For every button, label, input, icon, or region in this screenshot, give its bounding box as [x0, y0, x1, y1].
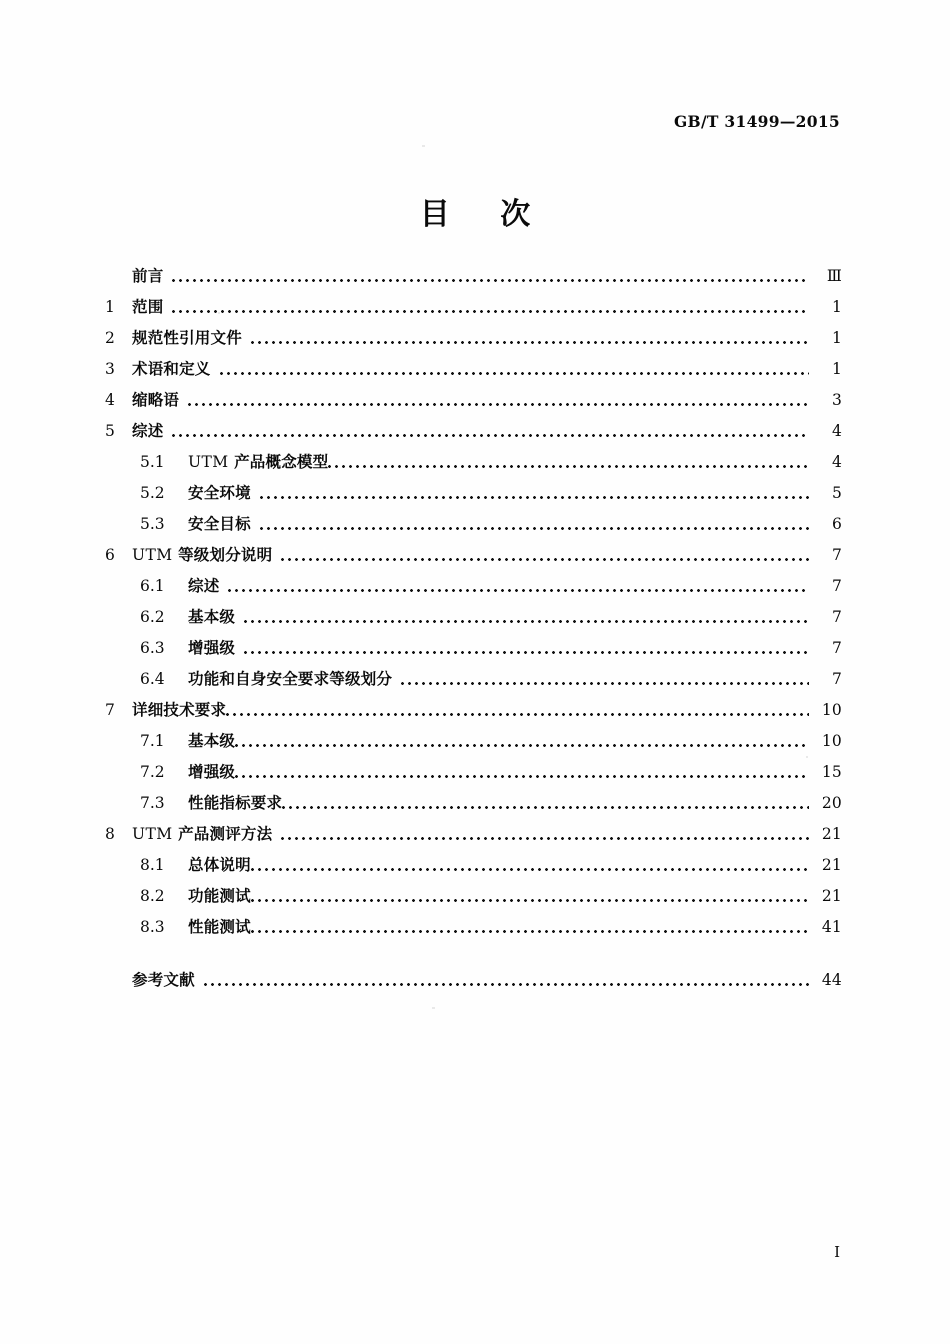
- toc-entry-label: 范围: [132, 298, 164, 316]
- toc-entry-label: 基本级: [188, 608, 236, 626]
- toc-entry[interactable]: [105, 481, 842, 512]
- toc-dot-leader: [172, 427, 809, 442]
- toc-entry-number: 7.1: [140, 732, 165, 750]
- toc-entry-number: 8: [105, 825, 115, 843]
- toc-entry-page-number: Ⅲ: [826, 267, 842, 285]
- toc-entry-label: 综述: [188, 577, 220, 595]
- toc-dot-leader: [235, 768, 809, 783]
- toc-entry-page-number: 20: [821, 794, 842, 812]
- toc-entry-page-number: 1: [831, 298, 842, 316]
- toc-entry[interactable]: [105, 915, 842, 946]
- toc-entry-page-number: 4: [831, 422, 842, 440]
- toc-entry-label-latin: UTM: [132, 825, 173, 843]
- toc-dot-leader: [251, 892, 809, 907]
- toc-entry-number: 2: [105, 329, 115, 347]
- toc-entry[interactable]: [105, 326, 842, 357]
- toc-entry[interactable]: [105, 968, 842, 999]
- toc-dot-leader: [244, 613, 809, 628]
- toc-dot-leader: [328, 458, 809, 473]
- toc-entry-label: [188, 450, 328, 472]
- toc-dot-leader: [204, 976, 809, 991]
- toc-entry-page-number: 7: [831, 670, 842, 688]
- toc-dot-leader: [260, 520, 809, 535]
- toc-entry-label: 安全环境: [188, 484, 251, 502]
- toc-entry[interactable]: [105, 450, 842, 481]
- toc-entry[interactable]: [105, 884, 842, 915]
- toc-entry-label: [132, 822, 272, 844]
- scan-artifact: [432, 1007, 435, 1009]
- toc-entry-page-number: 44: [821, 971, 842, 989]
- toc-dot-leader: [401, 675, 809, 690]
- toc-entry[interactable]: [105, 295, 842, 326]
- toc-entry-page-number: 10: [821, 701, 842, 719]
- toc-entry-page-number: 4: [831, 453, 842, 471]
- toc-entry-number: 7.3: [140, 794, 165, 812]
- toc-dot-leader: [228, 582, 809, 597]
- toc-entry-number: 6.2: [140, 608, 165, 626]
- toc-dot-leader: [251, 861, 809, 876]
- toc-entry-number: 7: [105, 701, 115, 719]
- toc-entry[interactable]: [105, 574, 842, 605]
- toc-entry-page-number: 1: [831, 329, 842, 347]
- toc-entry-page-number: 7: [831, 639, 842, 657]
- toc-entry-label: 增强级: [188, 639, 236, 657]
- toc-entry-label: 总体说明: [188, 856, 251, 874]
- toc-entry-number: 8.3: [140, 918, 165, 936]
- toc-entry-number: 3: [105, 360, 115, 378]
- toc-dot-leader: [188, 396, 809, 411]
- toc-entry[interactable]: [105, 853, 842, 884]
- toc-dot-leader: [281, 830, 809, 845]
- toc-entry-page-number: 21: [821, 825, 842, 843]
- toc-entry-label: 性能指标要求: [188, 794, 283, 812]
- toc-entry-number: 6.4: [140, 670, 165, 688]
- toc-dot-leader: [251, 334, 809, 349]
- page-folio: I: [834, 1243, 840, 1261]
- toc-entry-number: 8.2: [140, 887, 165, 905]
- toc-entry-label-latin: UTM: [132, 546, 173, 564]
- toc-entry-label: 参考文献: [132, 971, 195, 989]
- toc-entry-number: 5: [105, 422, 115, 440]
- toc-entry-label: 基本级: [188, 732, 236, 750]
- toc-dot-leader: [220, 365, 809, 380]
- toc-entry[interactable]: [105, 543, 842, 574]
- toc-entry-number: 6.1: [140, 577, 165, 595]
- toc-dot-leader: [244, 644, 809, 659]
- toc-entry[interactable]: [105, 264, 842, 295]
- toc-entry[interactable]: [105, 698, 842, 729]
- toc-entry-number: 5.2: [140, 484, 165, 502]
- toc-entry-number: 5.3: [140, 515, 165, 533]
- toc-entry-label: [132, 543, 272, 565]
- toc-dot-leader: [172, 303, 809, 318]
- toc-entry[interactable]: [105, 791, 842, 822]
- toc-entry-label-cjk: 产品测评方法: [178, 825, 273, 843]
- toc-entry[interactable]: [105, 822, 842, 853]
- toc-entry-label-cjk: 等级划分说明: [178, 546, 273, 564]
- toc-dot-leader: [281, 551, 809, 566]
- toc-entry-page-number: 21: [821, 887, 842, 905]
- toc-dot-leader: [235, 737, 809, 752]
- toc-entry-page-number: 3: [831, 391, 842, 409]
- toc-entry[interactable]: [105, 667, 842, 698]
- toc-entry-page-number: 7: [831, 577, 842, 595]
- standard-number-header: GB/T 31499—2015: [674, 112, 840, 131]
- toc-entry-label: 缩略语: [132, 391, 180, 409]
- toc-entry-label: 功能和自身安全要求等级划分: [188, 670, 393, 688]
- toc-entry[interactable]: [105, 388, 842, 419]
- table-of-contents: [105, 264, 842, 999]
- toc-entry-label: 详细技术要求: [132, 701, 227, 719]
- toc-entry-page-number: 5: [831, 484, 842, 502]
- toc-dot-leader: [226, 706, 809, 721]
- page-title: 目 次: [419, 197, 551, 232]
- toc-entry-number: 7.2: [140, 763, 165, 781]
- toc-entry-number: 6: [105, 546, 115, 564]
- toc-entry[interactable]: [105, 760, 842, 791]
- toc-entry[interactable]: [105, 357, 842, 388]
- toc-dot-leader: [251, 923, 809, 938]
- scan-artifact: [422, 145, 425, 147]
- toc-entry-page-number: 1: [831, 360, 842, 378]
- toc-entry-page-number: 7: [831, 546, 842, 564]
- toc-entry[interactable]: [105, 605, 842, 636]
- toc-entry-label-cjk: 产品概念模型: [234, 453, 329, 471]
- toc-entry-page-number: 10: [821, 732, 842, 750]
- toc-entry-number: 5.1: [140, 453, 165, 471]
- toc-entry[interactable]: [105, 419, 842, 450]
- toc-dot-leader: [172, 272, 809, 287]
- toc-entry-label: 功能测试: [188, 887, 251, 905]
- toc-entry-number: 8.1: [140, 856, 165, 874]
- toc-dot-leader: [282, 799, 809, 814]
- toc-entry[interactable]: [105, 729, 842, 760]
- toc-entry-label: 增强级: [188, 763, 236, 781]
- toc-entry[interactable]: [105, 512, 842, 543]
- toc-entry-label: 安全目标: [188, 515, 251, 533]
- toc-entry-label: 前言: [132, 267, 164, 285]
- toc-entry-number: 1: [105, 298, 115, 316]
- toc-entry-label: 规范性引用文件: [132, 329, 242, 347]
- toc-entry-label: 性能测试: [188, 918, 251, 936]
- toc-entry-page-number: 15: [821, 763, 842, 781]
- toc-entry-label: 术语和定义: [132, 360, 211, 378]
- toc-entry-number: 6.3: [140, 639, 165, 657]
- toc-entry-page-number: 41: [821, 918, 842, 936]
- toc-entry-number: 4: [105, 391, 115, 409]
- toc-entry-page-number: 21: [821, 856, 842, 874]
- toc-entry-page-number: 7: [831, 608, 842, 626]
- toc-entry[interactable]: [105, 636, 842, 667]
- toc-entry-label: 综述: [132, 422, 164, 440]
- toc-dot-leader: [260, 489, 809, 504]
- toc-entry-page-number: 6: [831, 515, 842, 533]
- toc-entry-label-latin: UTM: [188, 453, 229, 471]
